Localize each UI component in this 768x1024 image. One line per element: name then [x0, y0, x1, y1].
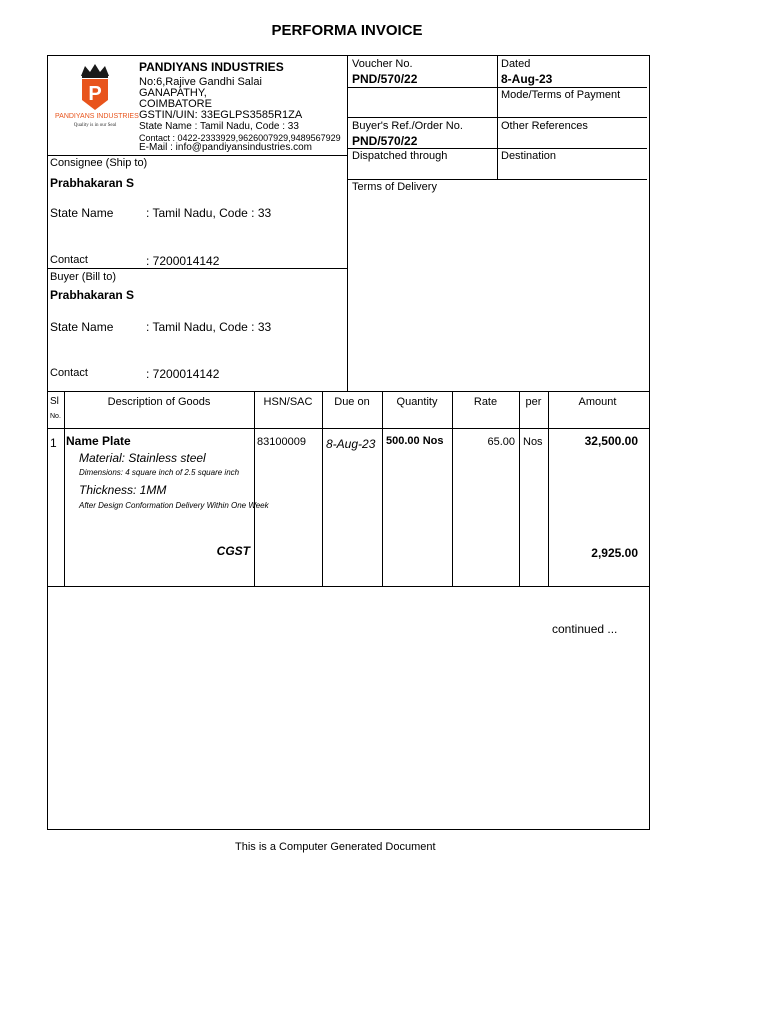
document-title: PERFORMA INVOICE [271, 22, 423, 39]
row-material: Material: Stainless steel [79, 451, 206, 465]
row-hsn: 83100009 [257, 436, 306, 448]
company-logo [55, 62, 139, 134]
svg-text:P: P [88, 83, 102, 105]
continued-note: continued ... [552, 622, 618, 636]
terms-label: Terms of Delivery [352, 181, 437, 193]
col-per-header: per [525, 396, 542, 408]
buyer-contact-label: Contact [50, 367, 88, 379]
buyer-state-value: : Tamil Nadu, Code : 33 [146, 320, 272, 334]
company-state: State Name : Tamil Nadu, Code : 33 [139, 121, 299, 132]
logo-text: PANDIYANS INDUSTRIES [55, 113, 139, 120]
dated-value: 8-Aug-23 [501, 72, 553, 86]
logo-tagline: Quality is in our Seal [73, 123, 117, 128]
destination-label: Destination [501, 150, 557, 162]
buyer-name: Prabhakaran S [50, 288, 135, 302]
col-due-header: Due on [334, 396, 370, 408]
consignee-label: Consignee (Ship to) [50, 157, 148, 169]
footer-note: This is a Computer Generated Document [235, 841, 436, 853]
row-amount: 32,500.00 [584, 434, 638, 448]
company-gstin: GSTIN/UIN: 33EGLPS3585R1ZA [139, 109, 303, 121]
voucher-label: Voucher No. [352, 58, 413, 70]
row-per: Nos [523, 436, 543, 448]
col-sl-header: Sl [50, 396, 59, 407]
dated-label: Dated [501, 58, 531, 70]
voucher-value: PND/570/22 [352, 72, 418, 86]
buyer-contact-value: : 7200014142 [146, 367, 220, 381]
buyer-state-label: State Name [50, 320, 114, 334]
company-email: E-Mail : info@pandiyansindustries.com [139, 142, 313, 153]
col-amount-header: Amount [578, 396, 617, 408]
consignee-contact-value: : 7200014142 [146, 254, 220, 268]
row-delivery-note: After Design Conformation Delivery Within One Week [79, 501, 269, 510]
col-sl-no-header: No. [50, 413, 61, 420]
tax-label: CGST [216, 544, 250, 558]
tax-amount: 2,925.00 [591, 546, 638, 560]
col-hsn-header: HSN/SAC [263, 396, 313, 408]
buyer-label: Buyer (Bill to) [50, 271, 117, 283]
mode-label: Mode/Terms of Payment [501, 89, 621, 101]
consignee-state-value: : Tamil Nadu, Code : 33 [146, 206, 272, 220]
dispatched-label: Dispatched through [352, 150, 448, 162]
row-dimensions: Dimensions: 4 square inch of 2.5 square inch [79, 468, 240, 477]
company-contact: Contact : 0422-2333929,9626007929,9489567929 [139, 133, 341, 143]
company-address-2: GANAPATHY, [139, 87, 207, 99]
row-thickness: Thickness: 1MM [79, 483, 167, 497]
company-address-1: No:6,Rajive Gandhi Salai [139, 76, 262, 88]
row-quantity: 500.00 Nos [386, 435, 444, 447]
row-rate: 65.00 [487, 436, 515, 448]
row-due: 8-Aug-23 [326, 437, 376, 451]
other-ref-label: Other References [501, 120, 588, 132]
consignee-state-label: State Name [50, 206, 114, 220]
company-name: PANDIYANS INDUSTRIES [139, 60, 284, 74]
buyer-ref-label: Buyer's Ref./Order No. [352, 120, 463, 132]
consignee-contact-label: Contact [50, 254, 88, 266]
row-item-name: Name Plate [66, 434, 131, 448]
buyer-ref-value: PND/570/22 [352, 134, 418, 148]
col-desc-header: Description of Goods [107, 396, 211, 408]
col-rate-header: Rate [473, 396, 498, 408]
company-address-3: COIMBATORE [139, 98, 212, 110]
consignee-name: Prabhakaran S [50, 176, 135, 190]
row-sl: 1 [50, 436, 57, 450]
col-qty-header: Quantity [396, 396, 438, 408]
